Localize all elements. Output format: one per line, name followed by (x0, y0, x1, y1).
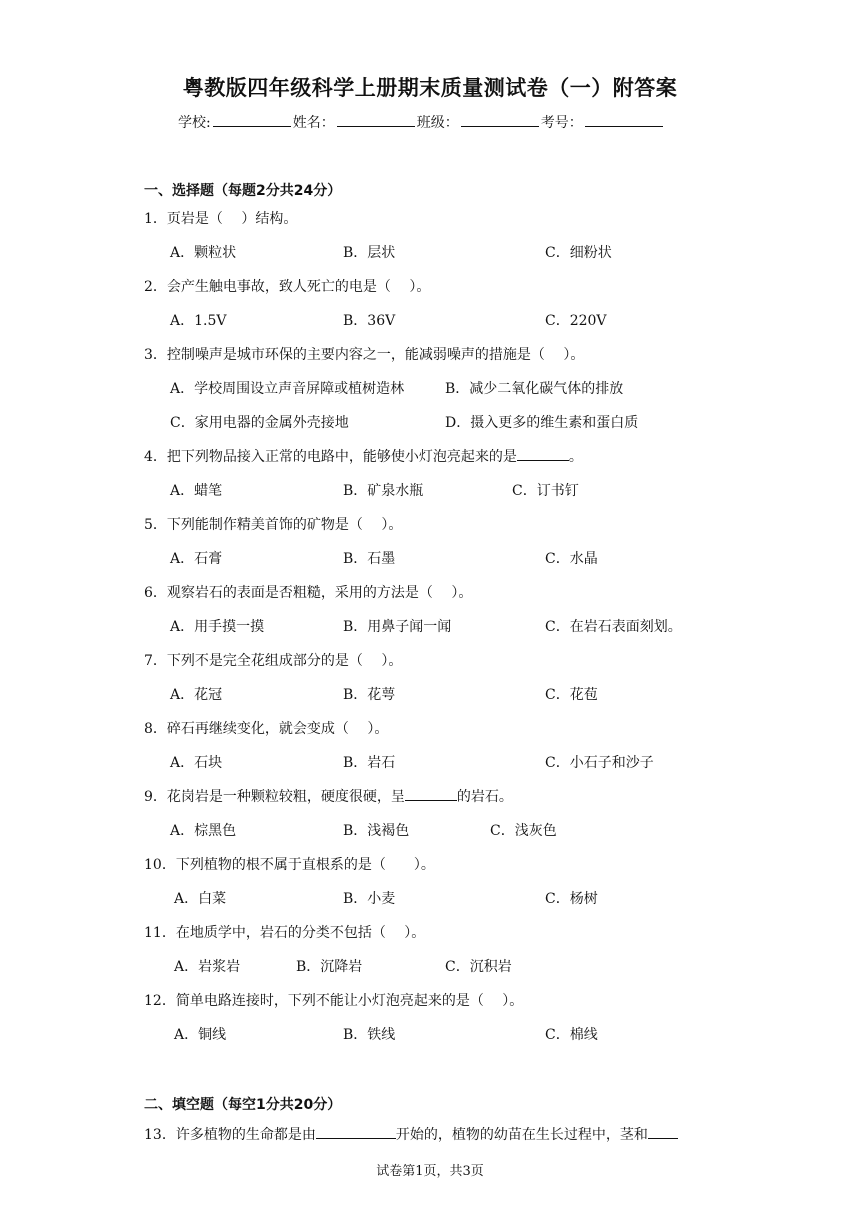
question-10: 10．下列植物的根不属于直根系的是（ ）。 (144, 857, 435, 873)
school-blank[interactable] (213, 114, 291, 127)
option-4b: B．矿泉水瓶 (343, 483, 424, 499)
option-12c: C．棉线 (545, 1027, 598, 1043)
option-7b: B．花萼 (343, 687, 396, 703)
option-12a: A．铜线 (174, 1027, 227, 1043)
question-4 (144, 446, 583, 466)
section2-heading: 二、填空题（每空1分共20分） (144, 1097, 342, 1113)
question-13-text-mid: 开始的，植物的幼苗在生长过程中，茎和 (395, 1127, 648, 1143)
option-3c: C．家用电器的金属外壳接地 (170, 415, 349, 431)
option-4a: A．蜡笔 (170, 483, 223, 499)
option-6a: A．用手摸一摸 (170, 619, 265, 635)
question-5: 5．下列能制作精美首饰的矿物是（ ）。 (144, 517, 403, 533)
option-10a: A．白菜 (174, 891, 227, 907)
page-footer: 试卷第1页，共3页 (376, 1164, 484, 1179)
option-8c: C．小石子和沙子 (545, 755, 654, 771)
option-8b: B．岩石 (343, 755, 396, 771)
option-7c: C．花苞 (545, 687, 598, 703)
option-5a: A．石膏 (170, 551, 223, 567)
option-2c: C．220V (545, 313, 607, 329)
question-9-end: 的岩石。 (456, 789, 513, 805)
question-13-text-start: 13．许多植物的生命都是由 (144, 1127, 316, 1143)
question-6: 6．观察岩石的表面是否粗糙，采用的方法是（ ）。 (144, 585, 473, 601)
option-10c: C．杨树 (545, 891, 598, 907)
question-13-blank-2[interactable] (648, 1126, 678, 1139)
question-13-blank-1[interactable] (316, 1126, 396, 1139)
option-9b: B．浅褐色 (343, 823, 410, 839)
class-blank[interactable] (461, 114, 539, 127)
question-9 (144, 786, 513, 806)
option-7a: A．花冠 (170, 687, 223, 703)
option-2b: B．36V (343, 313, 396, 329)
question-8: 8．碎石再继续变化，就会变成（ ）。 (144, 721, 389, 737)
name-blank[interactable] (337, 114, 415, 127)
question-13 (144, 1124, 678, 1144)
name-label: 姓名： (292, 115, 335, 131)
question-11: 11．在地质学中，岩石的分类不包括（ ）。 (144, 925, 426, 941)
option-10b: B．小麦 (343, 891, 396, 907)
option-9c: C．浅灰色 (490, 823, 557, 839)
school-label: 学校: (178, 115, 211, 131)
option-11b: B．沉降岩 (296, 959, 363, 975)
option-3d: D．摄入更多的维生素和蛋白质 (445, 415, 639, 431)
option-6b: B．用鼻子闻一闻 (343, 619, 452, 635)
option-1c: C．细粉状 (545, 245, 612, 261)
option-4c: C．订书钉 (512, 483, 579, 499)
question-2: 2．会产生触电事故，致人死亡的电是（ ）。 (144, 279, 431, 295)
section1-heading: 一、选择题（每题2分共24分） (144, 183, 342, 199)
option-8a: A．石块 (170, 755, 223, 771)
option-5b: B．石墨 (343, 551, 396, 567)
question-9-text: 9．花岗岩是一种颗粒较粗，硬度很硬，呈 (144, 789, 405, 805)
option-9a: A．棕黑色 (170, 823, 237, 839)
question-9-blank[interactable] (405, 788, 457, 801)
question-4-blank[interactable] (517, 448, 569, 461)
question-1: 1．页岩是（ ）结构。 (144, 211, 298, 227)
option-3b: B．减少二氧化碳气体的排放 (445, 381, 624, 397)
option-12b: B．铁线 (343, 1027, 396, 1043)
exam-no-label: 考号： (540, 115, 583, 131)
question-4-text: 4．把下列物品接入正常的电路中，能够使小灯泡亮起来的是 (144, 449, 517, 465)
question-4-end: 。 (568, 449, 583, 465)
option-11a: A．岩浆岩 (174, 959, 241, 975)
page-title: 粤教版四年级科学上册期末质量测试卷（一）附答案 (182, 76, 678, 100)
exam-no-blank[interactable] (585, 114, 663, 127)
question-12: 12．简单电路连接时，下列不能让小灯泡亮起来的是（ ）。 (144, 993, 524, 1009)
question-7: 7．下列不是完全花组成部分的是（ ）。 (144, 653, 403, 669)
option-6c: C．在岩石表面刻划。 (545, 619, 682, 635)
option-11c: C．沉积岩 (445, 959, 512, 975)
question-3: 3．控制噪声是城市环保的主要内容之一，能减弱噪声的措施是（ ）。 (144, 347, 585, 363)
option-3a: A．学校周围设立声音屏障或植树造林 (170, 381, 405, 397)
class-label: 班级： (416, 115, 459, 131)
option-5c: C．水晶 (545, 551, 598, 567)
student-info-line (178, 112, 665, 132)
option-2a: A．1.5V (170, 313, 227, 329)
option-1a: A．颗粒状 (170, 245, 237, 261)
option-1b: B．层状 (343, 245, 396, 261)
